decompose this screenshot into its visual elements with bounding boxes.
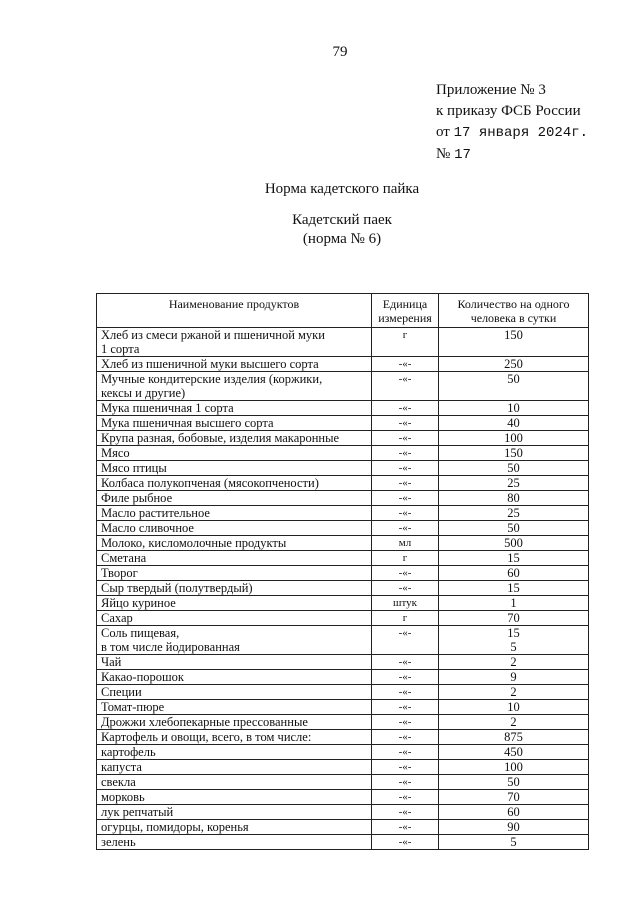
unit-cell: -«- [372,566,439,581]
table-body [97,328,589,850]
quantity-cell: 875 [439,730,589,745]
header-quantity: Количество на одного человека в сутки [439,294,589,328]
table-row [97,476,589,491]
unit-cell: -«- [372,790,439,805]
product-name-cell: лук репчатый [97,805,372,820]
quantity-cell: 150 [439,328,589,357]
product-name-cell: Крупа разная, бобовые, изделия макаронные [97,431,372,446]
unit-cell: -«- [372,431,439,446]
quantity-cell: 10 [439,700,589,715]
unit-cell: -«- [372,626,439,655]
header-product-name: Наименование продуктов [97,294,372,328]
table-row [97,431,589,446]
unit-cell: -«- [372,461,439,476]
product-name-cell: Специи [97,685,372,700]
table-row [97,506,589,521]
unit-cell: -«- [372,416,439,431]
product-name-cell: зелень [97,835,372,850]
quantity-cell: 150 [439,446,589,461]
table-row [97,611,589,626]
product-name-cell: Хлеб из смеси ржаной и пшеничной муки 1 сорта [97,328,372,357]
unit-cell: -«- [372,685,439,700]
unit-cell: -«- [372,730,439,745]
product-name-cell: Молоко, кисломолочные продукты [97,536,372,551]
quantity-cell: 50 [439,521,589,536]
product-name-cell: картофель [97,745,372,760]
table-row [97,461,589,476]
table-row [97,820,589,835]
unit-cell: -«- [372,521,439,536]
product-name-cell: морковь [97,790,372,805]
product-name-cell: Мука пшеничная высшего сорта [97,416,372,431]
quantity-cell: 500 [439,536,589,551]
quantity-cell: 2 [439,685,589,700]
product-name-cell: Соль пищевая, в том числе йодированная [97,626,372,655]
product-name-cell: Сметана [97,551,372,566]
product-name-cell: Творог [97,566,372,581]
product-name-cell: Мясо птицы [97,461,372,476]
quantity-cell: 50 [439,775,589,790]
table-row [97,372,589,401]
norm-label: (норма № 6) [302,231,382,247]
quantity-cell: 15 [439,581,589,596]
table-row [97,715,589,730]
table-header-row [97,294,589,328]
unit-cell: -«- [372,775,439,790]
table-row [97,446,589,461]
quantity-cell: 100 [439,431,589,446]
unit-cell: -«- [372,372,439,401]
product-name-cell: Сыр твердый (полутвердый) [97,581,372,596]
number-prefix: № [436,146,451,162]
unit-cell: -«- [372,446,439,461]
quantity-cell: 5 [439,835,589,850]
quantity-cell: 90 [439,820,589,835]
table-row [97,760,589,775]
appendix-line: Приложение № 3 [436,82,546,98]
table-row [97,775,589,790]
order-date: 17 января 2024г. [453,125,589,141]
quantity-cell: 70 [439,790,589,805]
date-prefix: от [436,124,450,140]
table-row [97,685,589,700]
unit-cell: -«- [372,700,439,715]
product-name-cell: свекла [97,775,372,790]
unit-cell: штук [372,596,439,611]
order-number: 17 [454,147,471,163]
quantity-cell: 1 [439,596,589,611]
unit-cell: -«- [372,491,439,506]
product-name-cell: Хлеб из пшеничной муки высшего сорта [97,357,372,372]
unit-cell: г [372,551,439,566]
appendix-block [436,80,588,166]
table-row [97,401,589,416]
product-name-cell: Мучные кондитерские изделия (коржики, кексы и другие) [97,372,372,401]
quantity-cell: 25 [439,476,589,491]
quantity-cell: 70 [439,611,589,626]
product-name-cell: Какао-порошок [97,670,372,685]
product-name-cell: Колбаса полукопченая (мясокопчености) [97,476,372,491]
unit-cell: -«- [372,506,439,521]
unit-cell: г [372,611,439,626]
product-name-cell: капуста [97,760,372,775]
table-row [97,670,589,685]
quantity-cell: 100 [439,760,589,775]
table-row [97,745,589,760]
product-name-cell: Масло растительное [97,506,372,521]
unit-cell: -«- [372,476,439,491]
unit-cell: -«- [372,401,439,416]
document-subtitle: Кадетский паек [292,212,392,228]
quantity-cell: 50 [439,372,589,401]
table-row [97,416,589,431]
table-row [97,835,589,850]
appendix-number-line [436,144,588,166]
appendix-date-line [436,122,588,144]
table-row [97,536,589,551]
product-name-cell: Мука пшеничная 1 сорта [97,401,372,416]
unit-cell: -«- [372,670,439,685]
table-row [97,805,589,820]
quantity-cell: 50 [439,461,589,476]
product-name-cell: Сахар [97,611,372,626]
table-row [97,551,589,566]
table-row [97,566,589,581]
product-name-cell: Картофель и овощи, всего, в том числе: [97,730,372,745]
unit-cell: -«- [372,357,439,372]
table-row [97,790,589,805]
quantity-cell: 80 [439,491,589,506]
unit-cell: -«- [372,835,439,850]
product-name-cell: Чай [97,655,372,670]
unit-cell: -«- [372,581,439,596]
header-unit: Единица измерения [372,294,439,328]
quantity-cell: 2 [439,715,589,730]
quantity-cell: 15 [439,551,589,566]
table-row [97,357,589,372]
quantity-cell: 10 [439,401,589,416]
page-number: 79 [332,44,348,60]
quantity-cell: 25 [439,506,589,521]
unit-cell: -«- [372,745,439,760]
unit-cell: г [372,328,439,357]
unit-cell: -«- [372,655,439,670]
appendix-order-line: к приказу ФСБ России [436,103,581,119]
ration-norm-table [96,293,589,850]
quantity-cell: 250 [439,357,589,372]
product-name-cell: Масло сливочное [97,521,372,536]
quantity-cell: 2 [439,655,589,670]
table-row [97,700,589,715]
product-name-cell: Яйцо куриное [97,596,372,611]
unit-cell: -«- [372,760,439,775]
table-row [97,521,589,536]
quantity-cell: 9 [439,670,589,685]
unit-cell: -«- [372,715,439,730]
quantity-cell: 40 [439,416,589,431]
product-name-cell: Томат-пюре [97,700,372,715]
product-name-cell: Мясо [97,446,372,461]
quantity-cell: 15 5 [439,626,589,655]
quantity-cell: 60 [439,566,589,581]
quantity-cell: 60 [439,805,589,820]
product-name-cell: Филе рыбное [97,491,372,506]
table-row [97,626,589,655]
unit-cell: -«- [372,805,439,820]
table-row [97,328,589,357]
product-name-cell: огурцы, помидоры, коренья [97,820,372,835]
table-row [97,596,589,611]
unit-cell: -«- [372,820,439,835]
table-row [97,581,589,596]
table-row [97,655,589,670]
table-row [97,730,589,745]
unit-cell: мл [372,536,439,551]
table-row [97,491,589,506]
quantity-cell: 450 [439,745,589,760]
document-title: Норма кадетского пайка [264,181,420,197]
product-name-cell: Дрожжи хлебопекарные прессованные [97,715,372,730]
